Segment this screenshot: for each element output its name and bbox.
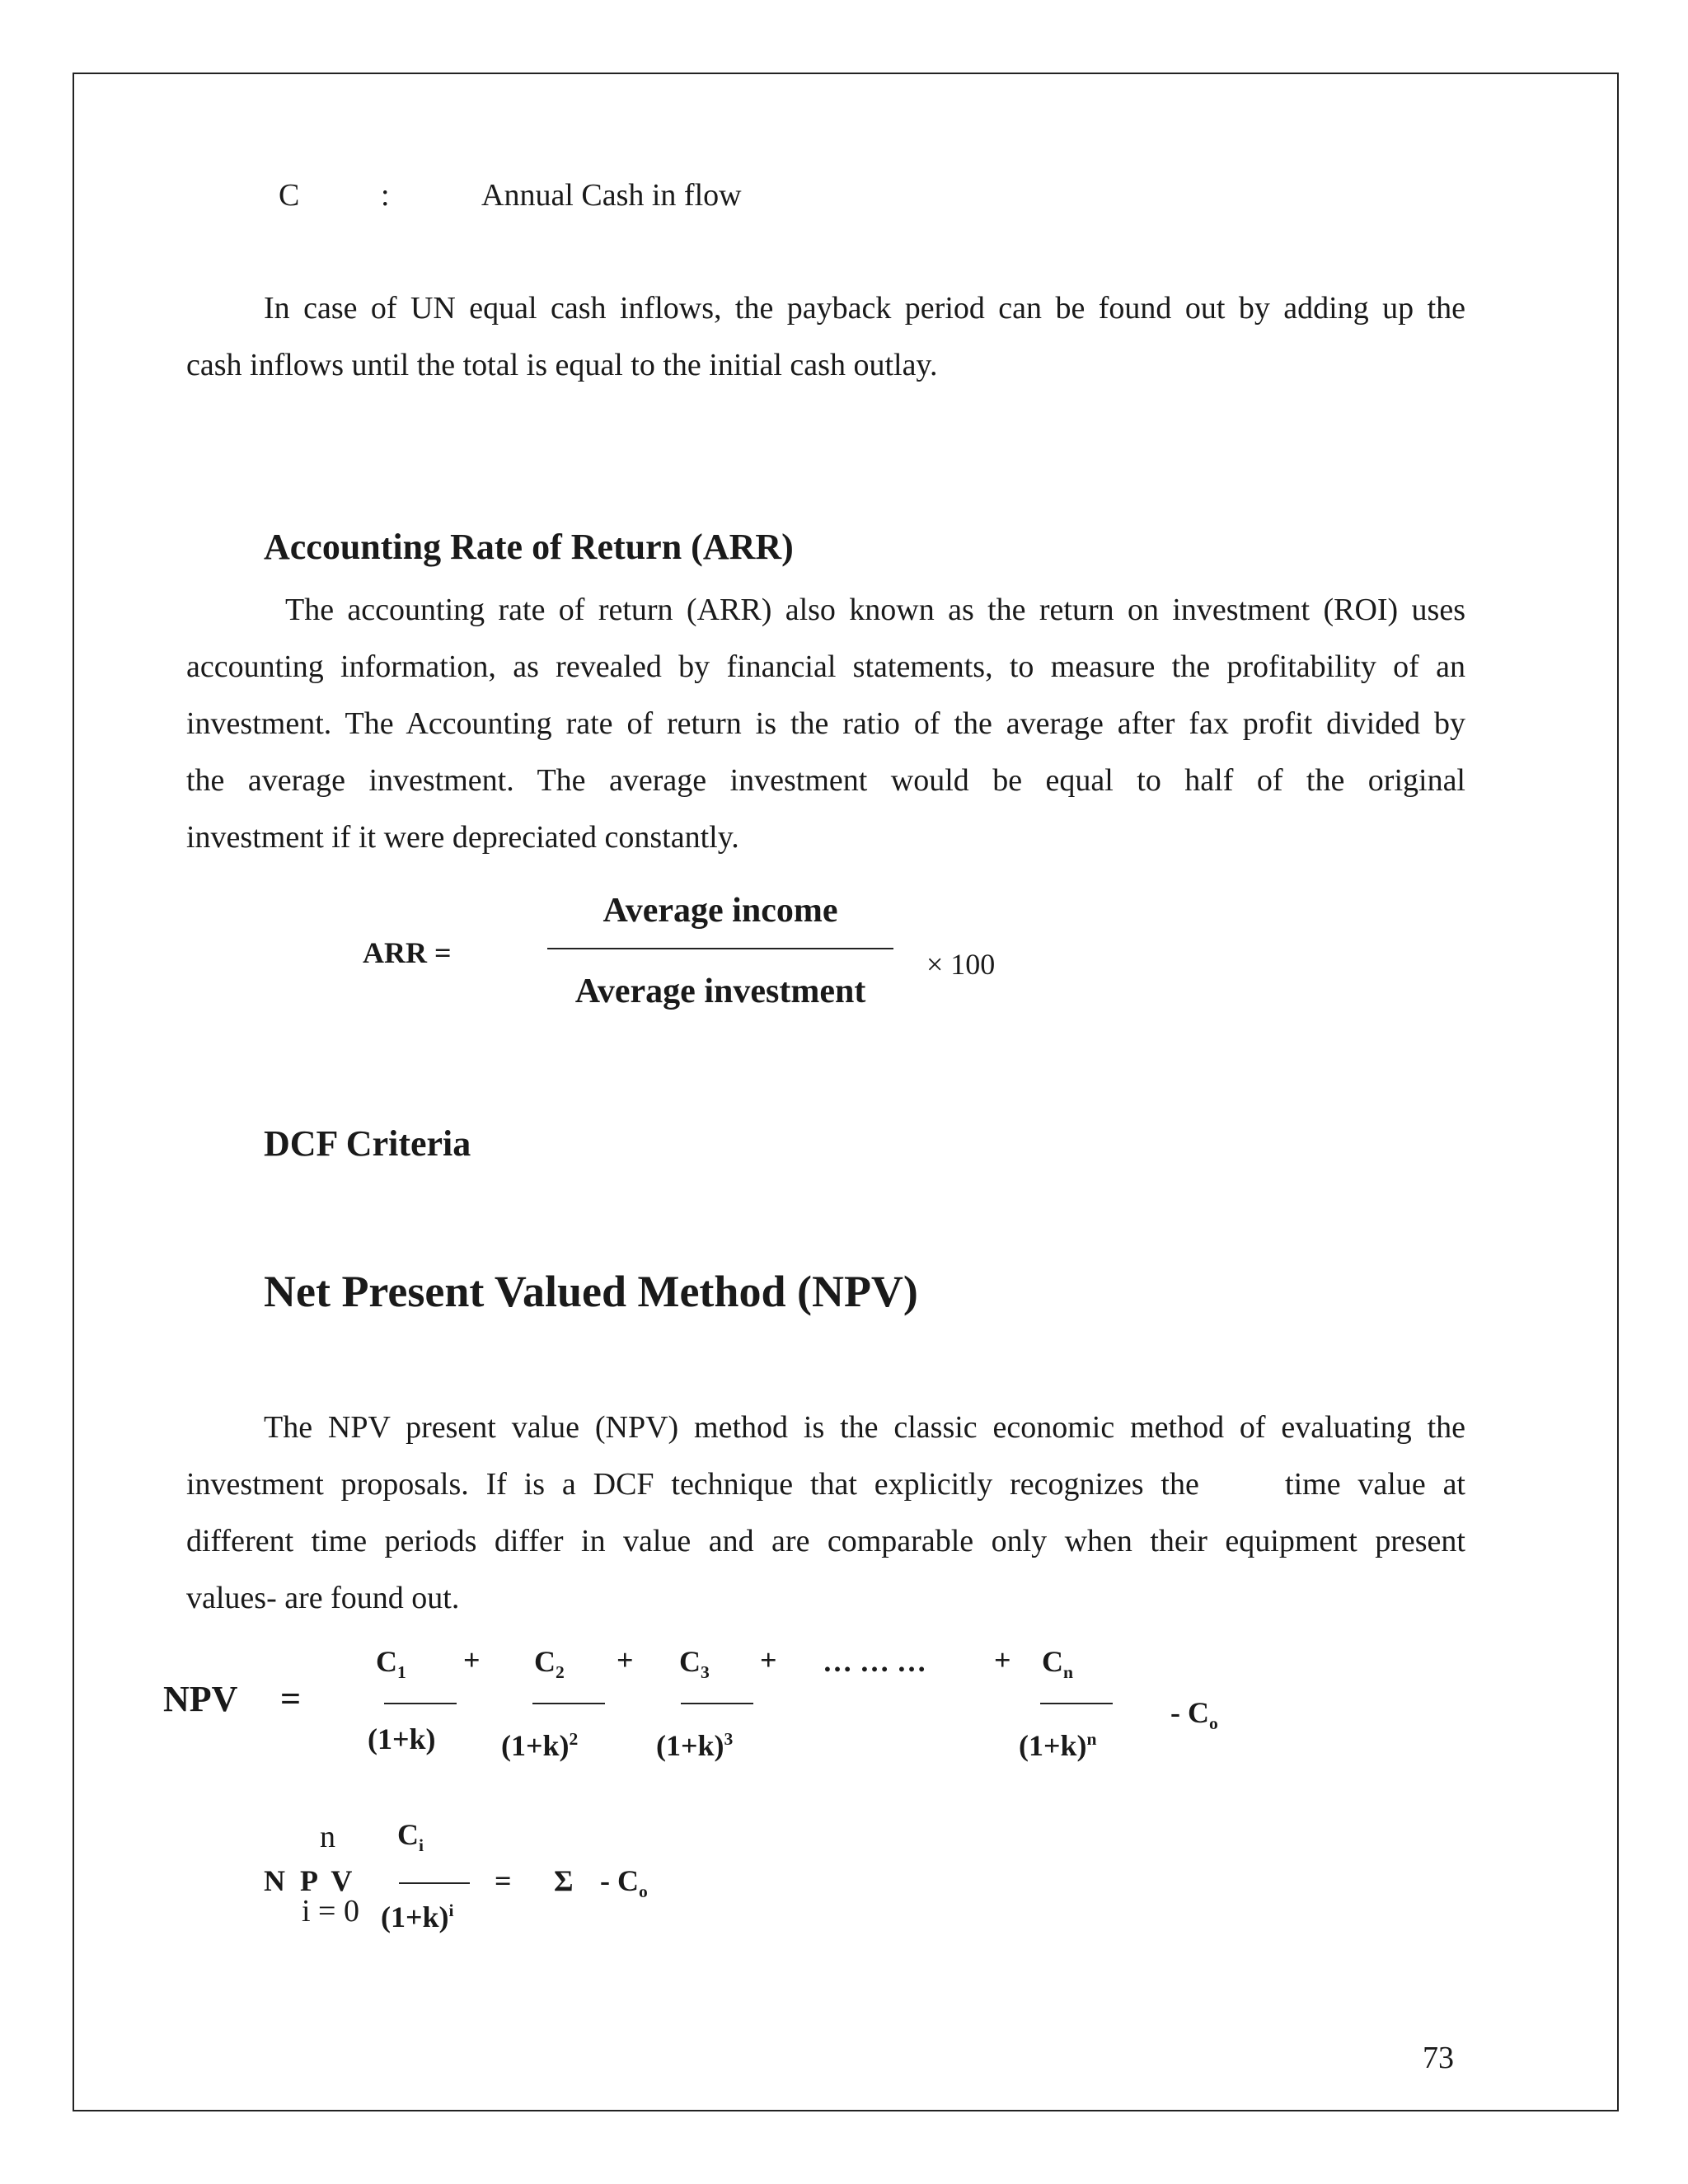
sum-numerator: $C_i$ <box>397 1818 424 1856</box>
npv-formula-lhs: NPV <box>163 1679 238 1719</box>
sigma-symbol: Σ <box>554 1864 574 1897</box>
arr-heading: Accounting Rate of Return (ARR) <box>264 527 794 567</box>
sum-denominator: $(1+k)^i$ <box>381 1900 454 1933</box>
sum-equals: = <box>495 1864 512 1897</box>
paragraph-line: investment. The Accounting rate of return is the ratio of the average after fax profit divided by <box>186 706 1465 741</box>
plus-sign: + <box>617 1643 634 1676</box>
paragraph-line: The accounting rate of return (ARR) also known as the return on investment (ROI) uses <box>285 593 1465 627</box>
definition-colon: : <box>381 178 390 213</box>
term-n-fraction-bar <box>1040 1703 1113 1704</box>
arr-formula-denominator: Average investment <box>574 972 866 1010</box>
term-2-denominator: $(1+k)^2$ <box>501 1729 579 1762</box>
arr-formula-numerator: Average income <box>603 892 838 930</box>
npv-summation-lhs: N P V <box>264 1864 353 1897</box>
paragraph-line: investment if it were depreciated constantly. <box>186 820 739 855</box>
paragraph-unequal-inflows <box>186 280 1465 394</box>
paragraph-line: The NPV present value (NPV) method is the classic economic method of evaluating the <box>264 1410 1465 1445</box>
ellipsis: … … … <box>823 1645 926 1678</box>
paragraph-line: accounting information, as revealed by financial statements, to measure the profitability of an <box>186 649 1465 684</box>
arr-fraction-bar <box>547 948 893 949</box>
plus-sign: + <box>760 1643 777 1676</box>
plus-sign: + <box>463 1643 481 1676</box>
paragraph-line: the average investment. The average investment would be equal to half of the original <box>186 763 1465 798</box>
arr-formula-lhs: ARR = <box>363 936 452 969</box>
page-number: 73 <box>1423 2041 1454 2075</box>
paragraph-line: values- are found out. <box>186 1581 460 1615</box>
dcf-heading: DCF Criteria <box>264 1123 471 1164</box>
npv-heading: Net Present Valued Method (NPV) <box>264 1267 918 1316</box>
minus-initial-outlay: - $C_o$ <box>1170 1696 1218 1734</box>
term-3-denominator: $(1+k)^3$ <box>656 1729 734 1762</box>
sum-fraction-bar <box>399 1882 470 1884</box>
sum-minus-initial-outlay: - $C_o$ <box>600 1864 648 1902</box>
term-n-denominator: $(1+k)^n$ <box>1019 1729 1097 1762</box>
sum-lower-limit: i = 0 <box>302 1894 359 1929</box>
term-n-numerator: $C_n$ <box>1042 1645 1074 1683</box>
definition-meaning: Annual Cash in flow <box>481 178 742 213</box>
plus-sign: + <box>994 1643 1011 1676</box>
term-1-fraction-bar <box>384 1703 457 1704</box>
term-1-denominator: (1+k) <box>368 1722 436 1755</box>
arr-formula-multiplier: × 100 <box>926 948 996 981</box>
paragraph-line: In case of UN equal cash inflows, the payback period can be found out by adding up the <box>264 291 1465 326</box>
sum-upper-limit: n <box>320 1820 335 1854</box>
paragraph-line: different time periods differ in value and are comparable only when their equipment present <box>186 1524 1465 1558</box>
term-2-numerator: $C_2$ <box>534 1645 565 1683</box>
paragraph-line: investment proposals. If is a DCF technique that explicitly recognizes the time value at <box>186 1467 1465 1502</box>
term-2-fraction-bar <box>532 1703 605 1704</box>
paragraph-npv <box>186 1399 1465 1627</box>
term-3-numerator: $C_3$ <box>679 1645 710 1683</box>
definition-symbol: C <box>279 178 300 213</box>
paragraph-arr <box>186 582 1465 866</box>
term-1-numerator: $C_1$ <box>376 1645 406 1683</box>
npv-formula-equals: = <box>280 1679 302 1719</box>
term-3-fraction-bar <box>681 1703 753 1704</box>
paragraph-line: cash inflows until the total is equal to the initial cash outlay. <box>186 348 938 382</box>
